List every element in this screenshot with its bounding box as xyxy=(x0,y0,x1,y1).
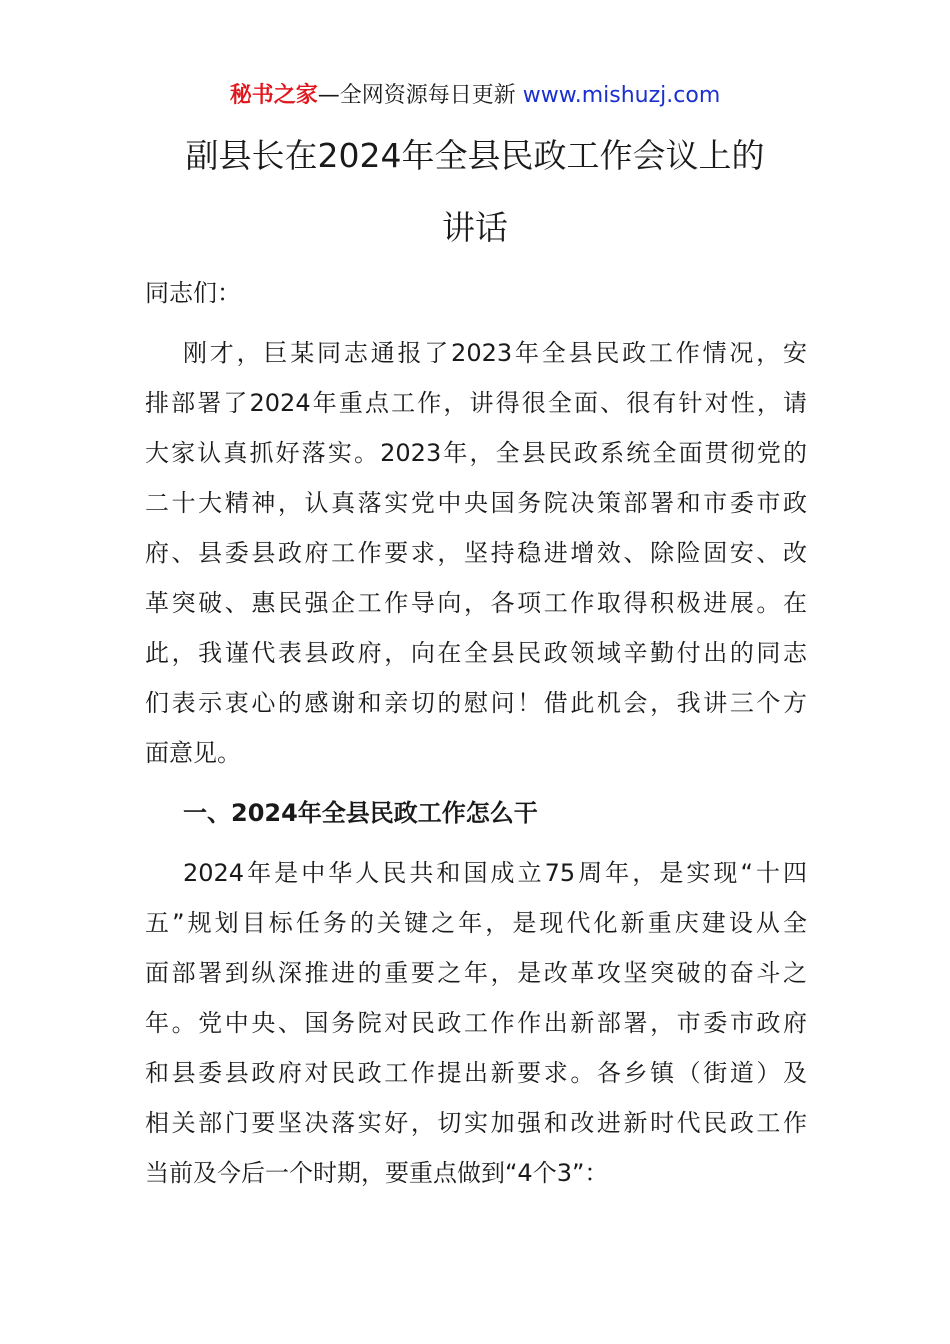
paragraph-line: 此，我谨代表县政府，向在全县民政领域辛勤付出的同志 xyxy=(145,639,807,667)
title-line-1: 副县长在2024年全县民政工作会议上的 xyxy=(185,136,765,175)
paragraph-line: 革突破、惠民强企工作导向，各项工作取得积极进展。在 xyxy=(145,589,807,617)
paragraph-line: 们表示衷心的感谢和亲切的慰问！借此机会，我讲三个方 xyxy=(145,689,807,717)
salutation: 同志们： xyxy=(145,279,241,307)
paragraph-line: 刚才，巨某同志通报了2023年全县民政工作情况，安 xyxy=(183,339,807,367)
site-url[interactable]: www.mishuzj.com xyxy=(522,83,721,108)
paragraph-line: 排部署了2024年重点工作，讲得很全面、很有针对性，请 xyxy=(145,389,807,417)
paragraph-line: 年。党中央、国务院对民政工作作出新部署，市委市政府 xyxy=(145,1009,807,1037)
paragraph-line: 府、县委县政府工作要求，坚持稳进增效、除险固安、改 xyxy=(145,539,807,567)
paragraph-line: 相关部门要坚决落实好，切实加强和改进新时代民政工作 xyxy=(145,1109,807,1137)
paragraph-1 xyxy=(145,328,807,778)
site-name: 秘书之家 xyxy=(229,83,318,108)
document-title xyxy=(145,120,805,264)
paragraph-line: 面意见。 xyxy=(145,739,241,767)
paragraph-line: 二十大精神，认真落实党中央国务院决策部署和市委市政 xyxy=(145,489,807,517)
paragraph-line: 大家认真抓好落实。2023年，全县民政系统全面贯彻党的 xyxy=(145,439,807,467)
paragraph-line: 2024年是中华人民共和国成立75周年，是实现“十四 xyxy=(183,859,807,887)
title-line-2: 讲话 xyxy=(442,208,508,247)
paragraph-line: 和县委县政府对民政工作提出新要求。各乡镇（街道）及 xyxy=(145,1059,807,1087)
site-tagline: —全网资源每日更新 xyxy=(317,83,523,108)
paragraph-line: 面部署到纵深推进的重要之年，是改革攻坚突破的奋斗之 xyxy=(145,959,807,987)
site-header xyxy=(0,80,950,112)
paragraph-line: 当前及今后一个时期，要重点做到“4个3”： xyxy=(145,1159,609,1187)
document-body xyxy=(145,268,807,1208)
section-heading-1: 一、2024年全县民政工作怎么干 xyxy=(183,799,538,827)
paragraph-2 xyxy=(145,848,807,1198)
paragraph-line: 五”规划目标任务的关键之年，是现代化新重庆建设从全 xyxy=(145,909,807,937)
